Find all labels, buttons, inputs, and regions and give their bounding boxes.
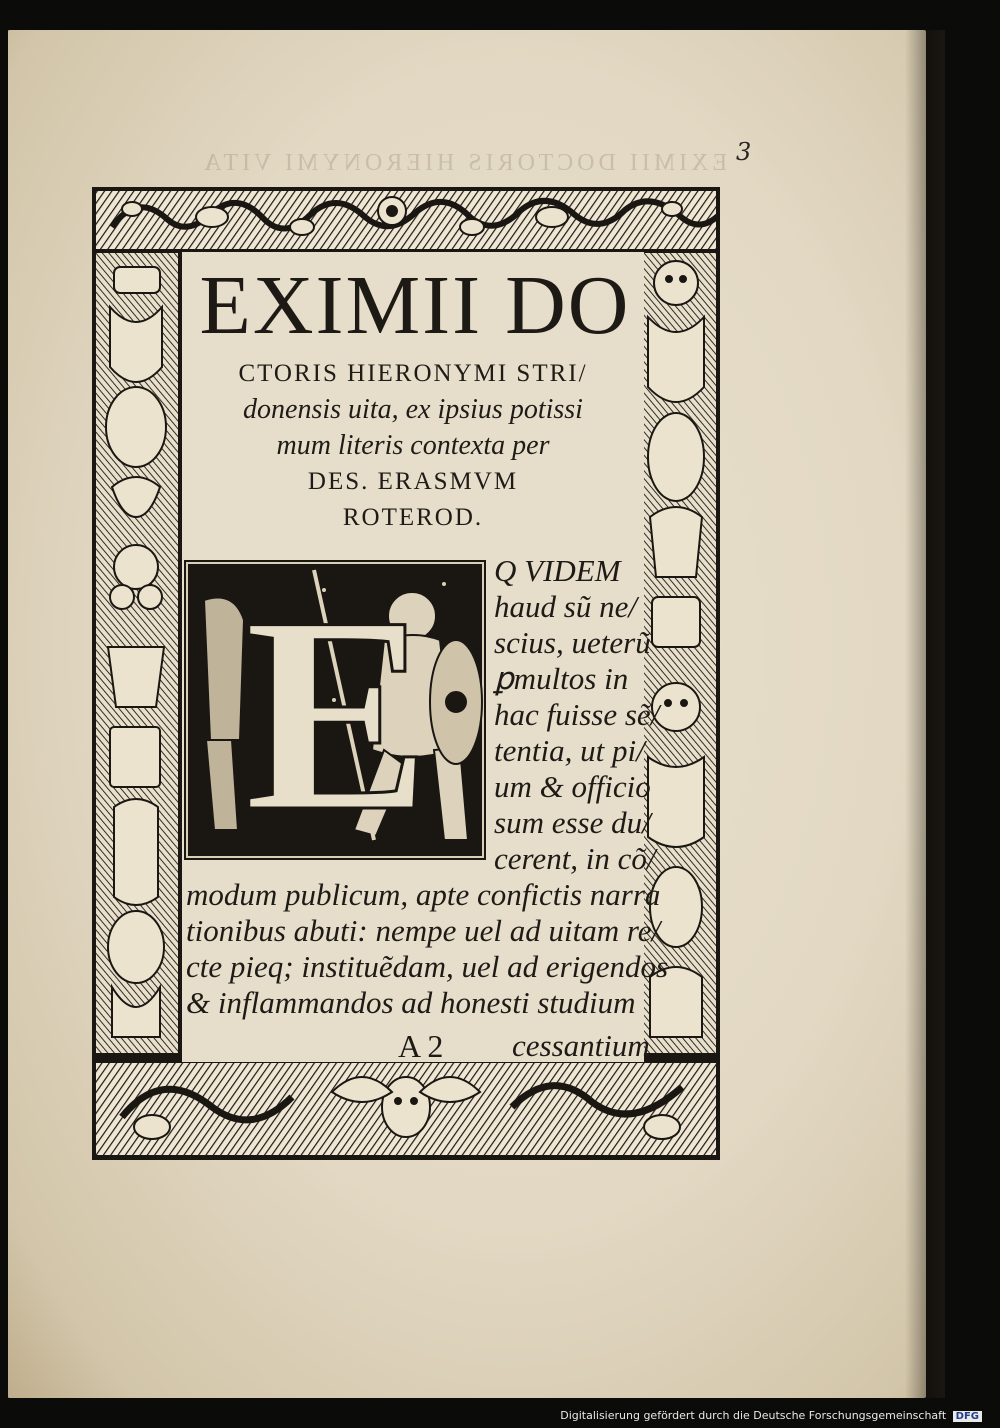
page-edge-shadow [905,30,945,1398]
credit-text: Digitalisierung gefördert durch die Deutsche Forschungsgemeinschaft [560,1409,947,1422]
body-line-7: um & officio [494,769,651,804]
body-line-5: hac fuisse sẽ/ [494,697,660,732]
body-line-12: cte pieq; instituẽdam, uel ad erigendos [186,949,669,984]
body-line-3: scius, ueterũ [494,625,651,660]
signature-mark: A 2 [398,1028,444,1064]
digitization-credit [560,1409,982,1422]
body-line-9: cerent, in cõ/ [494,841,656,876]
body-line-11: tionibus abuti: nempe uel ad uitam re/ [186,913,661,948]
title-line-5: DES. ERASMVM [307,468,519,495]
initial-letter: E [244,558,431,869]
body-line-4: ꝑmultos in [494,661,629,696]
catchword: cessantium [512,1028,650,1063]
title-line-4: mum literis contexta per [276,430,550,461]
body-line-6: tentia, ut pi/ [494,733,645,768]
title-line-3: donensis uita, ex ipsius potissi [243,394,583,425]
dfg-logo: DFG [953,1411,982,1422]
body-line-8: sum esse du/ [494,805,651,840]
body-line-13: & inflammandos ad honesti studium [186,985,636,1020]
title-line-6: ROTEROD. [342,504,484,531]
title-line-1: EXIMII DO [199,259,631,352]
folio-number: 3 [736,138,752,166]
body-line-1: Q VIDEM [494,553,621,588]
decorated-initial [184,558,486,869]
body-line-2: haud sũ ne/ [494,589,637,624]
title-line-2: CTORIS HIERONYMI STRI/ [238,360,588,387]
bleed-through-text: EXIMII DOCTORIS HIERONYMI VITA [200,150,728,176]
body-line-10: modum publicum, apte confictis narra [186,877,661,912]
